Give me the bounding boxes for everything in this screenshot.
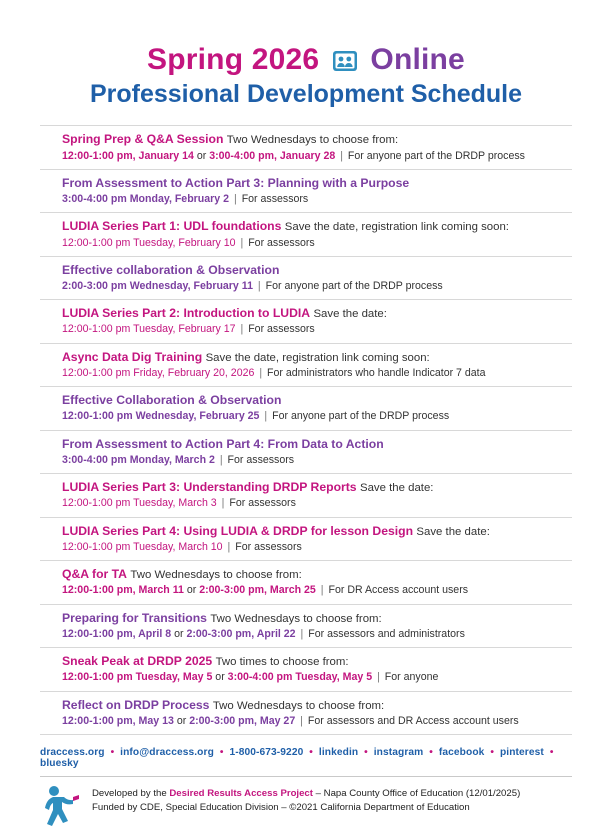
schedule-list (40, 125, 572, 735)
bullet-separator: • (364, 747, 368, 759)
detail-separator: | (300, 714, 303, 727)
bullet-separator: • (309, 747, 313, 759)
detail-separator: | (219, 453, 223, 466)
detail-separator: | (233, 193, 237, 206)
detail-separator: | (221, 497, 225, 510)
list-item[interactable] (40, 213, 572, 256)
event-time-1: 12:00-1:00 pm, April 8 (62, 627, 172, 640)
event-audience: For assessors (235, 540, 302, 553)
event-detail (62, 193, 570, 206)
event-audience: For DR Access account users (328, 584, 469, 597)
event-conjunction: or (186, 584, 197, 597)
bullet-separator: • (110, 747, 115, 759)
event-time-1: 12:00-1:00 pm, January 14 (62, 149, 194, 162)
event-title: From Assessment to Action Part 3: Planning with a Purpose (62, 175, 410, 190)
event-detail (62, 628, 570, 641)
list-item[interactable] (40, 648, 572, 691)
event-title: Q&A for TA (62, 567, 127, 582)
list-item[interactable] (40, 692, 572, 735)
event-detail (62, 671, 570, 684)
detail-separator: | (264, 410, 268, 423)
event-time-2: 3:00-4:00 pm Tuesday, May 5 (227, 671, 373, 684)
event-conjunction: or (176, 714, 187, 727)
event-title: From Assessment to Action Part 4: From Data to Action (62, 436, 384, 451)
event-audience: For anyone part of the DRDP process (347, 149, 525, 162)
event-title: Effective Collaboration & Observation (62, 393, 282, 408)
list-item[interactable] (40, 518, 572, 561)
detail-separator: | (240, 323, 244, 336)
event-audience: For assessors (248, 323, 315, 336)
list-item[interactable] (40, 344, 572, 387)
event-detail (62, 541, 570, 554)
page-edge (0, 0, 8, 792)
event-detail (62, 280, 570, 293)
event-audience: For assessors (248, 236, 315, 249)
detail-separator: | (320, 584, 324, 597)
event-time-1: 12:00-1:00 pm Wednesday, February 25 (62, 410, 260, 423)
detail-separator: | (259, 366, 263, 379)
detail-separator: | (227, 540, 231, 553)
pinterest-link[interactable]: pinterest (499, 747, 544, 759)
list-item[interactable] (40, 126, 572, 169)
event-detail (62, 454, 570, 467)
event-detail (62, 150, 570, 163)
event-conjunction: or (174, 627, 184, 640)
event-note: Two times to choose from: (215, 656, 349, 669)
event-detail (62, 367, 570, 380)
event-audience: For assessors and administrators (308, 627, 465, 640)
list-item[interactable] (40, 474, 572, 517)
detail-separator: | (377, 671, 380, 684)
event-conjunction: or (215, 671, 225, 684)
event-detail (62, 410, 570, 423)
list-item[interactable] (40, 300, 572, 343)
event-time-1: 12:00-1:00 pm Tuesday, March 3 (62, 497, 217, 510)
event-time-1: 12:00-1:00 pm Friday, February 20, 2026 (62, 366, 255, 379)
footer-divider (40, 776, 572, 777)
event-heading (62, 654, 570, 669)
facebook-link[interactable]: facebook (438, 747, 485, 759)
page-footer (40, 783, 572, 829)
event-audience: For anyone part of the DRDP process (265, 280, 443, 292)
event-note: Save the date, registration link coming soon: (284, 221, 509, 234)
event-title: LUDIA Series Part 1: UDL foundations (62, 219, 282, 234)
event-audience: For anyone (384, 671, 439, 684)
email-link[interactable]: info@draccess.org (120, 747, 214, 759)
footer-line-2: Funded by CDE, Special Education Division – ©2021 California Department of Education (92, 801, 470, 813)
event-title: Async Data Dig Training (62, 349, 203, 364)
page-title-line-1 (40, 44, 572, 76)
event-heading (62, 263, 570, 278)
list-item[interactable] (40, 605, 572, 648)
event-heading (62, 480, 570, 495)
bluesky-link[interactable]: bluesky (40, 758, 79, 770)
event-title: Spring Prep & Q&A Session (62, 132, 224, 147)
event-title: LUDIA Series Part 2: Introduction to LUDIA (62, 306, 311, 321)
event-note: Save the date: (359, 482, 434, 495)
event-title: LUDIA Series Part 4: Using LUDIA & DRDP for lesson Design (62, 523, 414, 538)
event-note: Two Wednesdays to choose from: (212, 699, 385, 712)
event-detail (62, 237, 570, 250)
event-heading (62, 176, 570, 191)
bullet-separator: • (549, 747, 554, 759)
event-audience: For assessors (241, 193, 309, 206)
people-presentation-icon (332, 50, 358, 72)
event-time-1: 3:00-4:00 pm Monday, March 2 (62, 453, 215, 466)
instagram-link[interactable]: instagram (373, 747, 424, 759)
event-note: Two Wednesdays to choose from: (210, 612, 382, 625)
detail-separator: | (240, 236, 244, 249)
event-time-1: 12:00-1:00 pm, March 11 (62, 584, 184, 597)
event-title: Preparing for Transitions (62, 610, 207, 625)
detail-separator: | (300, 627, 304, 640)
event-audience: For assessors (229, 497, 296, 510)
event-heading (62, 437, 570, 452)
detail-separator: | (340, 149, 343, 162)
footer-credits (92, 783, 520, 814)
event-detail (62, 584, 570, 597)
list-item[interactable] (40, 257, 572, 300)
event-audience: For administrators who handle Indicator 7 data (267, 366, 486, 379)
event-heading (62, 611, 570, 626)
website-link[interactable]: draccess.org (40, 747, 105, 759)
page-header (0, 0, 612, 115)
event-note: Two Wednesdays to choose from: (226, 134, 399, 147)
event-heading (62, 698, 570, 713)
event-heading (62, 219, 570, 234)
event-conjunction: or (196, 149, 207, 162)
list-item[interactable] (40, 431, 572, 474)
event-time-1: 12:00-1:00 pm, May 13 (62, 714, 174, 727)
event-heading (62, 350, 570, 365)
footer-project-name: Desired Results Access Project (169, 788, 313, 800)
event-time-2: 2:00-3:00 pm, April 22 (186, 627, 296, 640)
event-heading (62, 306, 570, 321)
event-time-1: 12:00-1:00 pm Tuesday, February 10 (62, 236, 236, 249)
event-note: Save the date, registration link coming soon: (205, 351, 430, 364)
event-time-1: 2:00-3:00 pm Wednesday, February 11 (62, 280, 253, 292)
linkedin-link[interactable]: linkedin (318, 747, 359, 759)
event-audience: For assessors and DR Access account users (307, 714, 519, 727)
footer-line-1 (92, 787, 520, 801)
footer-developed-by: Developed by the (92, 788, 170, 800)
event-detail (62, 497, 570, 510)
event-detail (62, 715, 570, 728)
phone-number: 1-800-673-9220 (229, 747, 304, 759)
list-item[interactable] (40, 387, 572, 430)
title-season-year: Spring 2026 (147, 43, 320, 76)
list-item[interactable] (40, 170, 572, 213)
event-title: Sneak Peak at DRDP 2025 (62, 654, 213, 669)
event-time-1: 3:00-4:00 pm Monday, February 2 (62, 193, 230, 206)
bullet-separator: • (490, 747, 495, 759)
event-time-1: 12:00-1:00 pm Tuesday, February 17 (62, 323, 236, 336)
title-online: Online (370, 43, 465, 76)
event-time-2: 2:00-3:00 pm, May 27 (189, 714, 296, 727)
event-heading (62, 393, 570, 408)
event-detail (62, 323, 570, 336)
event-title: Reflect on DRDP Process (62, 697, 210, 712)
event-time-2: 3:00-4:00 pm, January 28 (209, 149, 336, 162)
event-note: Save the date: (313, 308, 387, 321)
event-note: Save the date: (416, 525, 490, 538)
event-audience: For assessors (227, 453, 295, 466)
event-note: Two Wednesdays to choose from: (130, 569, 302, 582)
bullet-separator: • (429, 747, 433, 759)
footer-developed-by-suffix: – Napa County Office of Education (12/01/2025) (315, 788, 521, 800)
event-time-1: 12:00-1:00 pm Tuesday, March 10 (62, 540, 223, 553)
event-time-1: 12:00-1:00 pm Tuesday, May 5 (62, 671, 213, 684)
event-audience: For anyone part of the DRDP process (272, 410, 450, 423)
social-links-row (40, 747, 572, 769)
bullet-separator: • (219, 747, 224, 759)
event-title: LUDIA Series Part 3: Understanding DRDP Reports (62, 480, 357, 495)
page-title-line-2: Professional Development Schedule (89, 79, 523, 108)
list-item[interactable] (40, 561, 572, 604)
event-heading (62, 524, 570, 539)
running-person-logo (40, 783, 82, 829)
event-title: Effective collaboration & Observation (62, 262, 280, 277)
detail-separator: | (257, 280, 261, 292)
event-time-2: 2:00-3:00 pm, March 25 (199, 584, 316, 597)
event-heading (62, 132, 570, 147)
event-heading (62, 567, 570, 582)
